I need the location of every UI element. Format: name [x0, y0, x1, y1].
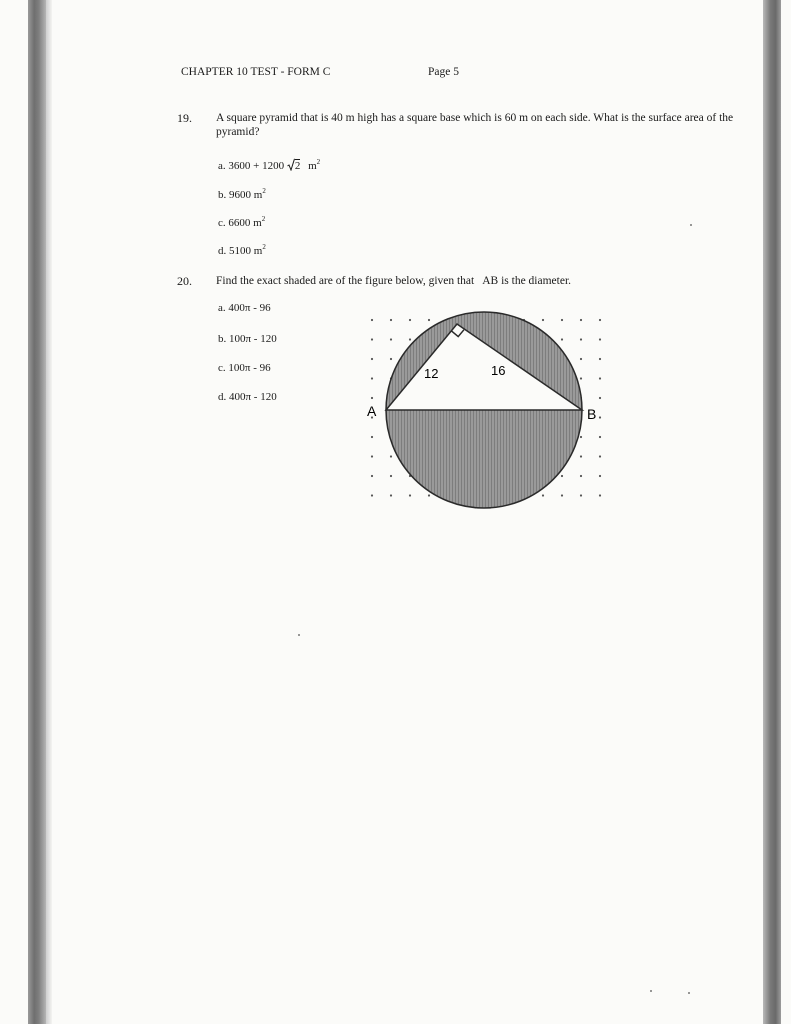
grid-dot [599, 494, 601, 496]
exponent: 2 [262, 187, 266, 195]
question-19-option-c [218, 215, 265, 229]
option-letter: c. [218, 217, 226, 229]
question-19-option-d [218, 243, 266, 257]
grid-dot [599, 475, 601, 477]
scan-edge-right [763, 0, 781, 1024]
grid-dot [371, 494, 373, 496]
question-20-text: Find the exact shaded are of the figure below, given that AB is the diameter. [216, 275, 572, 287]
question-19-option-b [218, 187, 266, 201]
grid-dot [580, 338, 582, 340]
grid-dot [371, 436, 373, 438]
grid-dot [599, 436, 601, 438]
grid-dot [561, 475, 563, 477]
grid-dot [390, 319, 392, 321]
chapter-title: CHAPTER 10 TEST - FORM C [181, 66, 331, 78]
option-unit: m [308, 160, 317, 172]
option-letter: b. [218, 189, 227, 201]
grid-dot [371, 397, 373, 399]
question-20-option-c [218, 362, 271, 374]
question-20-option-b [218, 333, 277, 345]
option-value: 6600 m [228, 217, 262, 229]
option-value: 100π - 120 [229, 333, 277, 345]
grid-dot [409, 319, 411, 321]
question-20-option-a [218, 302, 271, 314]
option-letter: d. [218, 245, 227, 257]
grid-dot [561, 319, 563, 321]
grid-dot [561, 494, 563, 496]
grid-dot [390, 455, 392, 457]
grid-dot [580, 455, 582, 457]
question-19-text: A square pyramid that is 40 m high has a square base which is 60 m on each side. What is the surface area of the pyramid? [216, 112, 734, 138]
question-19-option-a [218, 158, 320, 172]
question-19-number: 19. [177, 111, 192, 125]
side-label-12: 12 [424, 366, 439, 381]
scan-speck [688, 992, 690, 994]
scan-edge-left-shadow [46, 0, 52, 1024]
question-20-number: 20. [177, 274, 192, 288]
scan-speck [298, 634, 300, 636]
grid-dot [371, 338, 373, 340]
page-number: Page 5 [428, 66, 459, 78]
point-label-a: A [367, 403, 377, 419]
option-value: 5100 m [229, 245, 263, 257]
question-20-option-d [218, 391, 277, 403]
grid-dot [371, 455, 373, 457]
scan-speck [690, 224, 692, 226]
option-value: 3600 + 1200 [228, 160, 285, 172]
grid-dot [580, 475, 582, 477]
option-value: 9600 m [229, 189, 263, 201]
grid-dot [599, 397, 601, 399]
sqrt-icon [287, 160, 295, 172]
grid-dot [409, 494, 411, 496]
option-letter: a. [218, 302, 226, 314]
grid-dot [409, 338, 411, 340]
exponent: 2 [261, 215, 266, 223]
option-value: 400π - 120 [229, 391, 277, 403]
grid-dot [561, 338, 563, 340]
scan-edge-left [28, 0, 46, 1024]
grid-dot [428, 319, 430, 321]
grid-dot [580, 436, 582, 438]
option-value: 100π - 96 [228, 362, 271, 374]
scan-speck [650, 990, 652, 992]
grid-dot [371, 475, 373, 477]
grid-dot [390, 338, 392, 340]
grid-dot [599, 358, 601, 360]
grid-dot [390, 494, 392, 496]
radicand: 2 [294, 160, 301, 172]
page-header [181, 66, 459, 78]
grid-dot [599, 416, 601, 418]
grid-dot [542, 494, 544, 496]
grid-dot [371, 377, 373, 379]
grid-dot [599, 455, 601, 457]
grid-dot [580, 358, 582, 360]
circle-triangle-figure [362, 308, 612, 518]
option-letter: d. [218, 391, 227, 403]
option-letter: a. [218, 160, 226, 172]
grid-dot [599, 338, 601, 340]
exponent: 2 [316, 158, 321, 166]
grid-dot [580, 319, 582, 321]
grid-dot [580, 494, 582, 496]
option-letter: c. [218, 362, 226, 374]
point-label-b: B [587, 406, 597, 422]
grid-dot [580, 377, 582, 379]
grid-dot [371, 319, 373, 321]
option-value: 400π - 96 [228, 302, 271, 314]
exponent: 2 [262, 243, 266, 251]
side-label-16: 16 [491, 363, 506, 378]
grid-dot [428, 494, 430, 496]
grid-dot [390, 358, 392, 360]
option-letter: b. [218, 333, 227, 345]
grid-dot [390, 475, 392, 477]
grid-dot [599, 377, 601, 379]
grid-dot [371, 358, 373, 360]
grid-dot [599, 319, 601, 321]
shaded-region [362, 308, 612, 518]
grid-dot [542, 319, 544, 321]
